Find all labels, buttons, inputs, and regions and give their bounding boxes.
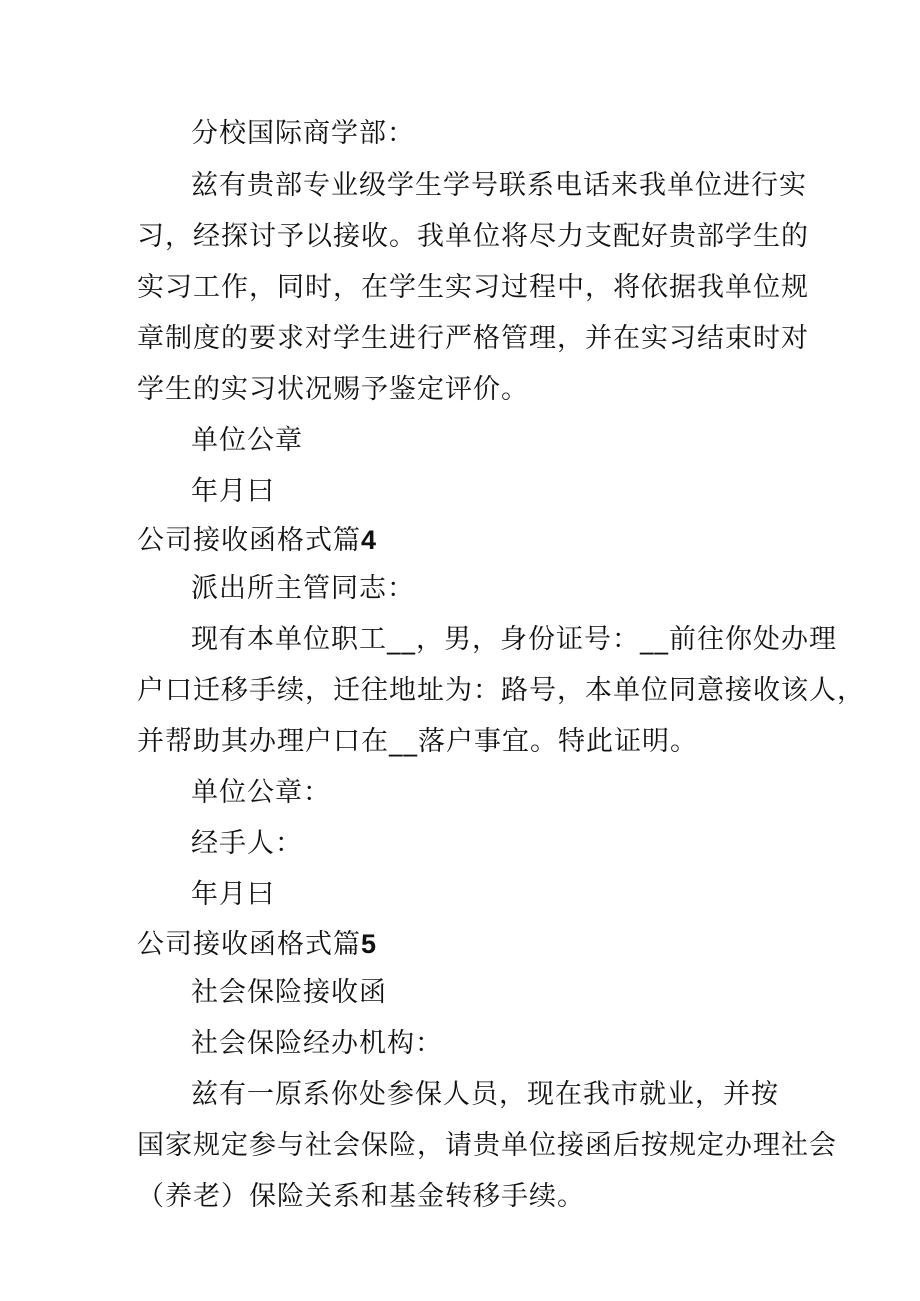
body-line: （养老）保险关系和基金转移手续。 — [137, 1181, 585, 1212]
letter-title: 社会保险接收函 — [191, 977, 387, 1008]
date-line: 年月曰 — [191, 879, 275, 910]
body-line: 国家规定参与社会保险，请贵单位接函后按规定办理社会 — [137, 1130, 837, 1161]
body-line: 现有本单位职工__，男，身份证号：__前往你处办理 — [191, 624, 837, 655]
handler-line: 经手人： — [191, 828, 303, 859]
body-line: 实习工作，同时，在学生实习过程中，将依据我单位规 — [137, 272, 809, 303]
salutation-line: 分校国际商学部： — [191, 118, 415, 149]
body-line: 章制度的要求对学生进行严格管理，并在实习结束时对 — [137, 323, 809, 354]
body-line: 户口迁移手续，迁往地址为：路号，本单位同意接收该人， — [137, 675, 865, 706]
section-heading-number: 5 — [361, 929, 378, 959]
section-heading-text: 公司接收函格式篇 — [137, 525, 361, 556]
body-line: 兹有贵部专业级学生学号联系电话来我单位进行实 — [191, 170, 807, 201]
salutation-line: 派出所主管同志： — [191, 573, 415, 604]
section-heading — [137, 926, 377, 963]
section-heading-number: 4 — [361, 525, 378, 555]
section-heading-text: 公司接收函格式篇 — [137, 929, 361, 960]
body-line: 兹有一原系你处参保人员，现在我市就业，并按 — [191, 1079, 779, 1110]
date-line: 年月曰 — [191, 476, 275, 507]
seal-line: 单位公章 — [191, 425, 303, 456]
body-line: 学生的实习状况赐予鉴定评价。 — [137, 374, 529, 405]
body-line: 并帮助其办理户口在__落户事宜。特此证明。 — [137, 726, 698, 757]
section-heading — [137, 522, 377, 559]
seal-line: 单位公章： — [191, 777, 331, 808]
body-line: 习，经探讨予以接收。我单位将尽力支配好贵部学生的 — [137, 221, 809, 252]
salutation-line: 社会保险经办机构： — [191, 1028, 443, 1059]
